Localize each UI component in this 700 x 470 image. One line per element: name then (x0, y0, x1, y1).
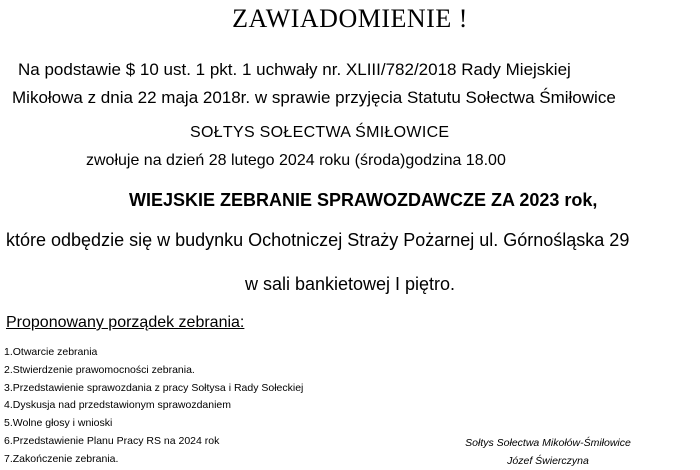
agenda-item: 3.Przedstawienie sprawozdania z pracy Sołtysa i Rady Sołeckiej (4, 381, 304, 394)
agenda-item: 5.Wolne głosy i wnioski (4, 417, 113, 430)
meeting-date-line: zwołuje na dzień 28 lutego 2024 roku (środa)godzina 18.00 (86, 152, 506, 169)
convener: SOŁTYS SOŁECTWA ŚMIŁOWICE (190, 124, 450, 141)
signature-role: Sołtys Sołectwa Mikołów-Śmiłowice (465, 437, 631, 449)
meeting-room: w sali bankietowej I piętro. (244, 274, 456, 294)
agenda-header: Proponowany porządek zebrania: (6, 314, 245, 331)
notice-title: ZAWIADOMIENIE ! (232, 4, 468, 33)
legal-basis-line-1: Na podstawie $ 10 ust. 1 pkt. 1 uchwały nr. XLIII/782/2018 Rady Miejskiej (18, 60, 571, 79)
agenda-item: 6.Przedstawienie Planu Pracy RS na 2024 rok (4, 434, 220, 447)
agenda-list (4, 344, 303, 469)
legal-basis-line-2: Mikołowa z dnia 22 maja 2018r. w sprawie przyjęcia Statutu Sołectwa Śmiłowice (12, 88, 616, 107)
meeting-name: WIEJSKIE ZEBRANIE SPRAWOZDAWCZE ZA 2023 rok, (129, 190, 598, 210)
signature-name: Józef Świerczyna (507, 455, 589, 467)
agenda-item: 1.Otwarcie zebrania (4, 346, 98, 358)
meeting-venue: które odbędzie się w budynku Ochotniczej Straży Pożarnej ul. Górnośląska 29 (6, 230, 630, 250)
agenda-item: 7.Zakończenie zebrania. (4, 452, 119, 465)
agenda-item: 2.Stwierdzenie prawomocności zebrania. (4, 363, 195, 376)
agenda-item: 4.Dyskusja nad przedstawionym sprawozdaniem (4, 399, 232, 412)
